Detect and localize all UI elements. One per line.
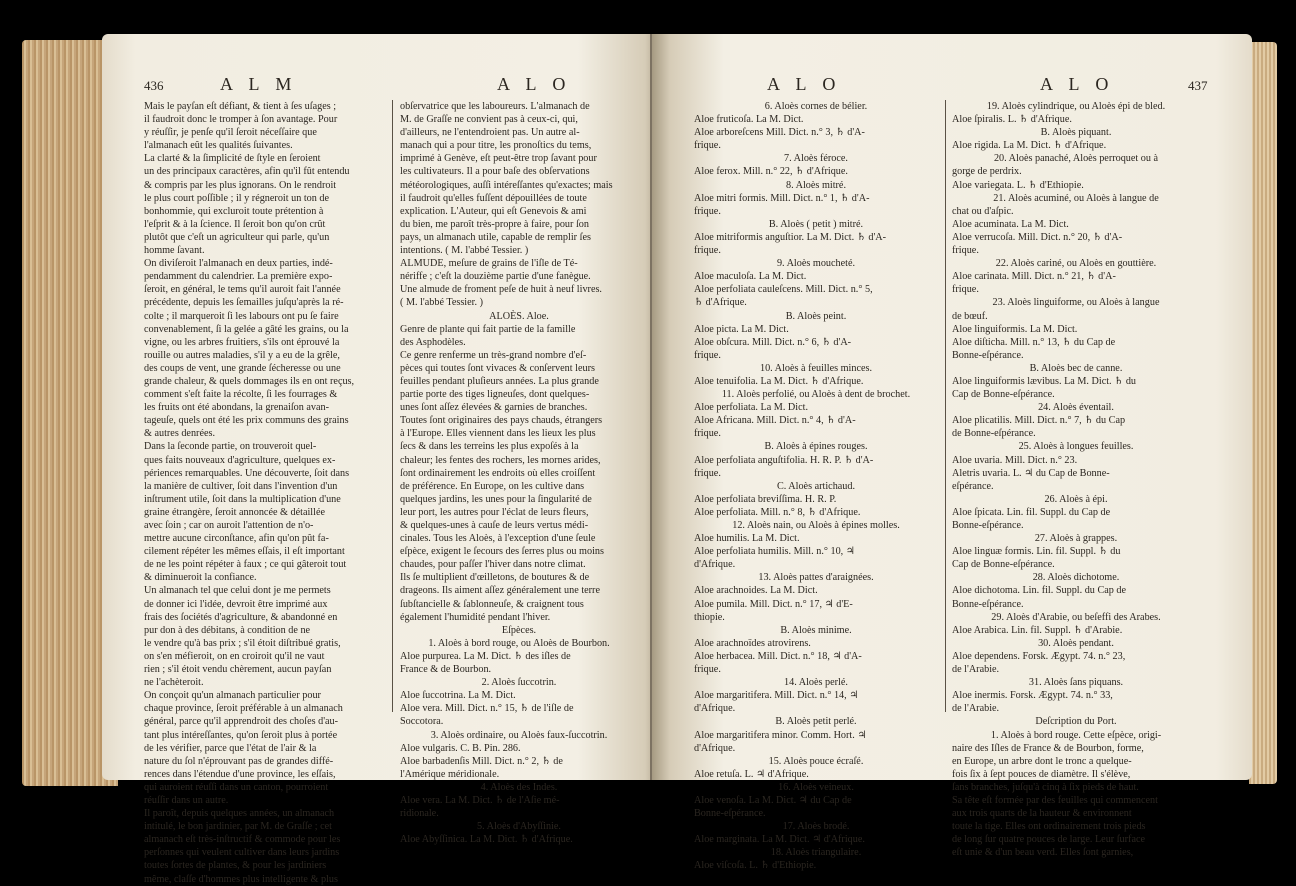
text-line: Aloe herbacea. Mill. Dict. n.° 18, ♃ d'A- <box>694 650 862 662</box>
text-line: l'eſprit & à la ſcience. Il ſeroit bon qu'on crût <box>144 218 326 230</box>
text-line: convenablement, ſi la gelée a gâté les grains, ou la <box>144 323 349 335</box>
text-line: C. Aloès artichaud. <box>776 480 856 492</box>
text-line: manach qui a pour titre, les pronoſtics du tems, <box>400 140 592 152</box>
text-line: 31. Aloès ſans piquans. <box>1028 677 1124 689</box>
text-line: d'Afrique. <box>694 742 736 754</box>
running-header-right: A L O <box>497 74 572 94</box>
text-line: perſonnes qui veulent cultiver dans leurs jardins <box>144 847 340 859</box>
text-line: tageuſe, quels ont été les prix communs des grains <box>144 415 349 427</box>
text-line: Aloe Abyſſinica. La M. Dict. ♄ d'Afrique. <box>400 834 573 846</box>
text-line: & quelques-unes à cauſe de leurs vertus médi- <box>400 520 589 531</box>
text-line: ſubſtancielle & ſablonneuſe, & craignent tous <box>400 598 584 610</box>
text-line: chat ou d'aſpic. <box>952 205 1014 217</box>
text-line: réuſſir dans un autre. <box>144 794 229 806</box>
text-line: 8. Aloès mitré. <box>786 179 846 191</box>
text-line: 15. Aloès pouce écraſé. <box>768 755 864 767</box>
text-line: chaudes, pour paſſer l'hiver dans notre climat. <box>400 559 586 571</box>
text-line: colte ; il marqueroit ſi les labours ont pu ſe faire <box>144 310 339 322</box>
text-line: 14. Aloès perlé. <box>784 677 848 689</box>
text-line: Un almanach tel que celui dont je me permets <box>144 585 331 597</box>
text-line: qui auroient réuſſi dans un canton, pourroient <box>144 781 329 793</box>
text-line: eſt unie & d'un beau verd. Elles ſont garnies, <box>952 847 1134 859</box>
text-line: Aloe vera. Mill. Dict. n.° 15, ♄ de l'iſle de <box>400 703 574 715</box>
text-line: frique. <box>694 245 721 257</box>
text-line: B. Aloès piquant. <box>1040 127 1112 139</box>
text-line: Aloe perfoliata humilis. Mill. n.° 10, ♃ <box>694 546 855 558</box>
text-line: Aloe ſpicata. Lin. fil. Suppl. du Cap de <box>952 506 1111 518</box>
text-line: un des principaux caractères, afin qu'il fût entendu <box>144 166 350 178</box>
text-line: pur don à des débitans, à condition de ne <box>144 624 311 636</box>
text-line: B. Aloès bec de canne. <box>1029 362 1123 374</box>
text-line: frique. <box>694 349 721 361</box>
text-line: Aloe marginata. La M. Dict. ♃ d'Afrique. <box>694 834 865 846</box>
text-line: des Asphodèles. <box>400 336 466 348</box>
text-line: unes ſont aſſez élevées & garnies de branches. <box>400 402 588 414</box>
right-page <box>652 34 1252 872</box>
text-line: de ne les point répéter à faux ; ce qui gâteroit tout <box>144 559 347 571</box>
text-line: France & de Bourbon. <box>400 664 492 676</box>
text-line: Aloe barbadenſis Mill. Dict. n.° 2, ♄ de <box>400 755 563 767</box>
text-column-1 <box>144 100 384 886</box>
text-line: Aloe uvaria. Mill. Dict. n.° 23. <box>952 454 1078 466</box>
text-line: Aloe ſuccotrina. La M. Dict. <box>400 690 516 702</box>
text-line: de donner ici l'idée, devroit être imprimé aux <box>144 598 328 610</box>
text-line: B. Aloès peint. <box>785 310 847 322</box>
text-line: Aloe margaritifera. Mill. Dict. n.° 14, ♃ <box>694 690 859 702</box>
text-line: des coups de vent, une grande ſécheresse ou une <box>144 362 341 374</box>
text-line: de les vérifier, parce que l'état de l'air & la <box>144 742 317 754</box>
text-line: Aloe vera. La M. Dict. ♄ de l'Aſie mé- <box>400 794 560 806</box>
text-line: 22. Aloès cariné, ou Aloès en gouttière. <box>995 258 1157 270</box>
text-line: frais des ſociétés d'agriculture, & abandonné en <box>144 611 338 623</box>
text-line: 24. Aloès éventail. <box>1038 402 1114 414</box>
text-line: d'Afrique. <box>694 703 736 715</box>
text-line: Aloe humilis. La M. Dict. <box>694 533 800 545</box>
text-line: la manière de cultiver, ſoit dans l'invention d'un <box>144 480 338 492</box>
text-line: 11. Aloès perfolié, ou Aloès à dent de brochet. <box>721 389 911 401</box>
text-line: Aloe mitri formis. Mill. Dict. n.° 1, ♄ d'A- <box>694 192 870 204</box>
text-line: Une almude de froment peſe de huit à neuf livres. <box>400 284 602 296</box>
page-number: 437 <box>1188 78 1208 93</box>
text-line: Aloe arachnoides. La M. Dict. <box>694 585 818 597</box>
text-line: & diminueroit la confiance. <box>144 572 257 584</box>
left-page <box>102 34 662 885</box>
text-line: intitulé, le bon jardinier, par M. de Graſſe ; cet <box>144 821 332 833</box>
text-line: 2. Aloès ſuccotrin. <box>481 677 557 689</box>
text-line: l'almanach eût les qualités ſuivantes. <box>144 140 293 152</box>
text-line: il faudroit donc le tromper à ſon avantage. Pour <box>144 114 338 126</box>
text-line: Eſpèces. <box>501 624 537 636</box>
text-line: les fruits ont été abondans, la grenaiſon avan- <box>144 402 330 414</box>
text-line: Aloe dependens. Forsk. Ægypt. 74. n.° 23, <box>952 650 1126 662</box>
text-line: Aloe margaritifera minor. Comm. Hort. ♃ <box>694 729 867 741</box>
text-line: Aloe maculoſa. La M. Dict. <box>694 271 807 283</box>
text-line: bonhommie, qui excluroit toute prétention à <box>144 205 324 217</box>
text-line: 1. Aloès à bord rouge, ou Aloès de Bourbon. <box>428 637 610 649</box>
text-line: 26. Aloès à épi. <box>1044 493 1108 505</box>
text-line: gorge de perdrix. <box>952 166 1022 178</box>
text-line: Toutes ſont originaires des pays chauds, étrangers <box>400 415 603 427</box>
text-line: de Bonne-eſpérance. <box>952 428 1036 440</box>
text-line: inſtrument utile, ſoit dans la multiplication d'une <box>144 493 341 505</box>
open-book <box>22 30 1277 885</box>
text-line: Aloe variegata. L. ♄ d'Ethiopie. <box>952 179 1084 191</box>
text-line: Deſcription du Port. <box>1035 716 1117 728</box>
text-line: frique. <box>694 140 721 152</box>
text-line: toutes ſortes de plantes, & pour les jardiniers <box>144 860 327 872</box>
text-line: On conçoit qu'un almanach particulier pour <box>144 690 321 702</box>
column-rule <box>392 100 393 712</box>
text-line: de l'Arabie. <box>952 703 1000 715</box>
text-line: 7. Aloès féroce. <box>784 153 848 165</box>
text-line: Cap de Bonne-eſpérance. <box>952 389 1055 401</box>
text-line: Il paroît, depuis quelques années, un almanach <box>144 808 335 820</box>
text-line: de préférence. En Europe, on les cultive dans <box>400 480 585 492</box>
text-line: Aloe dichotoma. Lin. fil. Suppl. du Cap de <box>952 585 1127 597</box>
text-line: d'ailleurs, ne l'entendroient pas. Un autre al- <box>400 127 580 139</box>
text-line: ALOÈS. Aloe. <box>489 310 549 322</box>
text-line: Bonne-eſpérance. <box>694 808 766 820</box>
text-line: cilement répéter les mêmes eſſais, il eſt important <box>144 546 345 558</box>
text-line: Ils ſe multiplient d'œilletons, de boutures & de <box>400 572 590 584</box>
text-line: les cultivateurs. Il a pour baſe des obſervations <box>400 166 590 178</box>
text-line: ſont ordinairement les endroits où elles croiſſent <box>400 467 596 479</box>
text-line: le plus court poſſible ; il y régneroit un ton de <box>144 192 330 204</box>
text-line: 1. Aloès à bord rouge. Cette eſpèce, origi- <box>990 729 1162 741</box>
text-line: comment s'eſt faite la récolte, ſi les fourrages & <box>144 389 338 401</box>
text-line: 6. Aloès cornes de bélier. <box>764 101 868 112</box>
text-line: 18. Aloès triangulaire. <box>770 847 862 859</box>
text-line: drageons. Ils aiment aſſez généralement une terre <box>400 585 600 597</box>
text-line: ridionale. <box>400 808 439 820</box>
text-line: mettre aucune circonſtance, afin qu'on pût fa- <box>144 533 329 545</box>
text-line: Aloe inermis. Forsk. Ægypt. 74. n.° 33, <box>952 690 1113 702</box>
text-line: Aloe picta. La M. Dict. <box>694 323 789 335</box>
text-line: pèces qui toutes ſont vivaces & conſervent leurs <box>400 362 595 374</box>
text-line: Aloe purpurea. La M. Dict. ♄ des iſles de <box>400 650 571 662</box>
text-line: eſpérance. <box>952 480 994 492</box>
text-line: M. de Graſſe ne convient pas à ceux-ci, qui, <box>400 114 578 126</box>
text-line: Aloe linguiformis lævibus. La M. Dict. ♄ du <box>952 375 1137 387</box>
text-line: nériffe ; c'eſt la douzième partie d'une fanègue. <box>400 271 591 283</box>
text-line: précédente, depuis les ſemailles juſqu'après la ré- <box>144 297 344 309</box>
text-line: B. Aloès minime. <box>780 624 852 636</box>
text-line: l'Amérique méridionale. <box>400 768 500 780</box>
text-line: de l'Arabie. <box>952 664 1000 676</box>
text-line: frique. <box>694 467 721 479</box>
text-line: rouille ou autres maladies, s'il y a eu de la grêle, <box>144 349 340 361</box>
text-line: frique. <box>694 428 721 440</box>
text-line: 17. Aloès brodé. <box>782 821 850 833</box>
text-line: B. Aloès ( petit ) mitré. <box>768 218 864 230</box>
text-line: Aloe perfoliata breviſſima. H. R. P. <box>694 493 837 505</box>
text-line: ne l'achèteroit. <box>144 677 204 689</box>
text-line: & compris par les plus ignorans. On le rendroit <box>144 179 337 191</box>
text-line: Aloe mitriformis anguſtior. La M. Dict. ♄ d'A- <box>694 231 887 243</box>
text-line: Aloe Africana. Mill. Dict. n.° 4, ♄ d'A- <box>694 415 856 427</box>
text-line: Aloe retuſa. L. ♃ d'Afrique. <box>694 768 809 780</box>
text-line: 19. Aloès cylindrique, ou Aloès épi de bled. <box>986 101 1166 112</box>
text-line: B. Aloès à épines rouges. <box>764 441 868 453</box>
text-line: frique. <box>952 284 979 296</box>
text-line: on s'en méfieroit, on en croiroit qu'il ne vaut <box>144 650 325 662</box>
text-line: thiopie. <box>694 611 725 623</box>
text-line: Aloe pumila. Mill. Dict. n.° 17, ♃ d'E- <box>694 598 853 610</box>
text-line: 21. Aloès acuminé, ou Aloès à langue de <box>993 192 1159 204</box>
text-line: homme ſavant. <box>144 245 205 257</box>
text-line: Aloe Arabica. Lin. fil. Suppl. ♄ d'Arabie. <box>952 624 1123 636</box>
text-line: même, claſſe d'hommes plus intelligente & plus <box>144 873 338 885</box>
text-line: ſecs & dans les terreins les plus expoſés à la <box>400 441 579 453</box>
text-line: fois ſix à ſept pouces de diamètre. Il s'élève, <box>952 768 1131 780</box>
text-line: On diviſeroit l'almanach en deux parties, indé- <box>144 258 333 270</box>
text-line: intentions. ( M. l'abbé Tessier. ) <box>400 245 529 257</box>
text-line: ♄ d'Afrique. <box>694 297 747 309</box>
text-line: 16. Aloès veineux. <box>778 781 854 793</box>
text-line: 30. Aloès pendant. <box>1038 637 1114 649</box>
running-header-right: A L O <box>1040 74 1115 94</box>
text-line: 9. Aloès moucheté. <box>776 258 856 270</box>
text-line: Aloe ferox. Mill. n.° 22, ♄ d'Afrique. <box>694 166 848 178</box>
text-line: 10. Aloès à feuilles minces. <box>759 362 873 374</box>
text-line: 25. Aloès à longues feuilles. <box>1018 441 1134 453</box>
text-line: chaque province, ſeroit préférable à un almanach <box>144 703 343 715</box>
text-line: eſpèce, exigent le ſecours des ſerres plus ou moins <box>400 546 604 558</box>
text-column-2 <box>400 100 638 846</box>
text-line: 29. Aloès d'Arabie, ou beſeffi des Arabes. <box>991 611 1161 623</box>
text-line: Genre de plante qui fait partie de la famille <box>400 323 576 335</box>
text-line: Aloe ſpiralis. L. ♄ d'Afrique. <box>952 114 1072 126</box>
text-line: 12. Aloès nain, ou Aloès à épines molles. <box>732 520 900 531</box>
text-line: plutôt que c'eſt un agriculteur qui parle, qu'un <box>144 231 330 243</box>
text-line: de bœuf. <box>952 310 988 322</box>
text-line: frique. <box>952 245 979 257</box>
text-line: graine étrangère, ſeroit annoncée & détaillée <box>144 506 326 518</box>
text-line: frique. <box>694 205 721 217</box>
text-line: grande chaleur, & quels dommages ils en ont reçus, <box>144 375 355 387</box>
text-line: feuilles pendant pluſieurs années. La plus grande <box>400 375 599 387</box>
text-line: aux trois quarts de la hauteur & environnent <box>952 808 1132 820</box>
text-line: Aloe plicatilis. Mill. Dict. n.° 7, ♄ du Cap <box>952 415 1126 427</box>
text-line: avec ſoin ; car on auroit l'attention de n'o- <box>144 520 314 531</box>
text-line: du bien, me paroît très-propre à faire, pour ſon <box>400 218 589 230</box>
text-line: 23. Aloès linguiforme, ou Aloès à langue <box>992 297 1160 309</box>
text-line: Aloe vulgaris. C. B. Pin. 286. <box>400 742 521 754</box>
text-line: pendamment du calendrier. La première expo- <box>144 271 333 283</box>
text-line: Aloe venoſa. La M. Dict. ♃ du Cap de <box>694 794 852 806</box>
text-line: à l'Europe. Elles viennent dans les lieux les plus <box>400 428 596 440</box>
text-line: 13. Aloès pattes d'araignées. <box>758 572 874 584</box>
column-rule <box>945 100 946 712</box>
text-line: Aloe verrucoſa. Mill. Dict. n.° 20, ♄ d'A- <box>952 231 1123 243</box>
text-line: Aloe diſticha. Mill. n.° 13, ♄ du Cap de <box>952 336 1116 348</box>
text-line: almanach eſt très-inſtructif & commode pour les <box>144 834 341 846</box>
text-line: 4. Aloès des Indes. <box>480 781 558 793</box>
text-line: 5. Aloès d'Abyſſinie. <box>477 821 561 833</box>
text-line: Aloe perfoliata. La M. Dict. <box>694 402 809 414</box>
text-line: Aloe arboreſcens Mill. Dict. n.° 3, ♄ d'A- <box>694 127 865 139</box>
text-line: Cap de Bonne-eſpérance. <box>952 559 1055 571</box>
text-line: Aloe perfoliata cauleſcens. Mill. Dict. n.° 5, <box>694 284 873 296</box>
text-line: Mais le payſan eſt défiant, & tient à ſes uſages ; <box>144 101 337 112</box>
text-line: toute la tige. Elles ont ordinairement trois pieds <box>952 821 1146 833</box>
text-line: imprimé à Genève, eſt peut-être trop ſavant pour <box>400 153 597 165</box>
text-line: Aloe tenuifolia. La M. Dict. ♄ d'Afrique. <box>694 375 864 387</box>
text-line: Aloe perfoliata. Mill. n.° 8, ♄ d'Afrique. <box>694 506 861 518</box>
text-line: & autres denrées. <box>144 428 215 440</box>
text-column-2 <box>952 100 1200 859</box>
text-line: général, parce qu'il apprendroit des choſes d'au- <box>144 716 339 728</box>
text-line: Soccotora. <box>400 716 444 728</box>
text-line: y réuſſir, je penſe qu'il ſeroit néceſſaire que <box>144 127 317 139</box>
text-line: nature du ſol n'éprouvant pas de grandes diffé- <box>144 755 334 767</box>
text-line: obſervatrice que les laboureurs. L'almanach de <box>400 101 590 112</box>
text-line: Bonne-eſpérance. <box>952 520 1024 531</box>
text-line: ALMUDE, meſure de grains de l'iſle de Té- <box>400 258 578 270</box>
text-line: 3. Aloès ordinaire, ou Aloès faux-ſuccotrin. <box>430 729 608 741</box>
text-line: quelques jardins, les unes pour la ſingularité de <box>400 493 592 505</box>
text-line: frique. <box>694 664 721 676</box>
text-line: le vendre qu'à bas prix ; s'il étoit diſtribué gratis, <box>144 637 341 649</box>
text-line: Aloe acuminata. La M. Dict. <box>952 218 1069 230</box>
text-line: cinales. Tous les Aloès, à l'exception d'une ſeule <box>400 533 596 545</box>
text-line: périences remarquables. Une découverte, ſoit dans <box>144 467 350 479</box>
text-line: Aloe carinata. Mill. Dict. n.° 21, ♄ d'A- <box>952 271 1116 283</box>
text-line: rien ; s'il étoit vendu chèrement, aucun payſan <box>144 664 332 676</box>
text-line: Aletris uvaria. L. ♃ du Cap de Bonne- <box>952 467 1110 479</box>
text-line: également l'humidité pendant l'hiver. <box>400 611 551 623</box>
text-line: Aloe arachnoïdes atrovirens. <box>694 637 811 649</box>
text-line: Bonne-eſpérance. <box>952 349 1024 361</box>
text-line: naire des Iſles de France & de Bourbon, forme, <box>952 742 1144 754</box>
text-line: Aloe viſcoſa. L. ♄ d'Ethiopie. <box>694 860 817 872</box>
text-line: de long ſur quatre pouces de large. Leur ſurface <box>952 834 1146 846</box>
text-line: partie porte des tiges ligneuſes, dont quelques- <box>400 389 590 401</box>
text-line: Bonne-eſpérance. <box>952 598 1024 610</box>
text-line: vigne, ou les arbres fruitiers, s'ils ont éprouvé la <box>144 336 340 348</box>
text-column-1 <box>694 100 938 873</box>
text-line: explication. L'Auteur, qui eſt Genevois & ami <box>400 205 587 217</box>
text-line: pays, un almanach utile, capable de remplir ſes <box>400 231 591 243</box>
text-line: chaleur; les fentes des rochers, les mornes arides, <box>400 454 601 466</box>
text-line: Aloe linguiformis. La M. Dict. <box>952 323 1078 335</box>
text-line: tant plus intéreſſantes, qu'on ſeroit plus à portée <box>144 729 338 741</box>
text-line: Ce genre renferme un très-grand nombre d'eſ- <box>400 349 587 361</box>
text-line: météorologiques, auſſi intéreſſantes qu'exactes; mais <box>400 179 613 191</box>
text-line: ques faits nouveaux d'agriculture, quelques ex- <box>144 454 336 466</box>
text-line: 20. Aloès panaché, Aloès perroquet ou à <box>993 153 1159 165</box>
text-line: B. Aloès petit perlé. <box>775 716 857 728</box>
text-line: Aloe perfoliata anguſtifolia. H. R. P. ♄ d'A- <box>694 454 874 466</box>
text-line: rences dans l'étendue d'une province, les eſſais, <box>144 768 336 780</box>
text-line: d'Afrique. <box>694 559 736 571</box>
text-line: 27. Aloès à grappes. <box>1034 533 1118 545</box>
page-number: 436 <box>144 78 164 93</box>
text-line: La clarté & la ſimplicité de ſtyle en ſeroient <box>144 153 321 165</box>
text-line: Aloe fruticoſa. La M. Dict. <box>694 114 804 126</box>
text-line: Aloe obſcura. Mill. Dict. n.° 6, ♄ d'A- <box>694 336 852 348</box>
text-line: Sa tête eſt formée par des feuilles qui commencent <box>952 794 1158 806</box>
running-header-left: A L M <box>220 74 298 94</box>
page-edges-right <box>1249 42 1277 784</box>
text-line: ſans branches, juſqu'à cinq à ſix pieds de haut. <box>952 781 1139 793</box>
text-line: leur port, les autres pour l'éclat de leurs fleurs, <box>400 506 589 518</box>
text-line: il faudroit qu'elles fuſſent dépouillées de toute <box>400 192 587 204</box>
text-line: 28. Aloès dichotome. <box>1032 572 1120 584</box>
text-line: Aloe linguæ formis. Lin. fil. Suppl. ♄ du <box>952 546 1121 558</box>
text-line: ( M. l'abbé Tessier. ) <box>400 297 483 309</box>
text-line: Aloe rigida. La M. Dict. ♄ d'Afrique. <box>952 140 1107 152</box>
running-header-left: A L O <box>767 74 842 94</box>
text-line: ſeroit, en général, le tems qu'il auroit fait l'année <box>144 284 341 296</box>
text-line: en Europe, un arbre dont le tronc a quelque- <box>952 755 1132 767</box>
text-line: Dans la ſeconde partie, on trouveroit quel- <box>144 441 317 453</box>
